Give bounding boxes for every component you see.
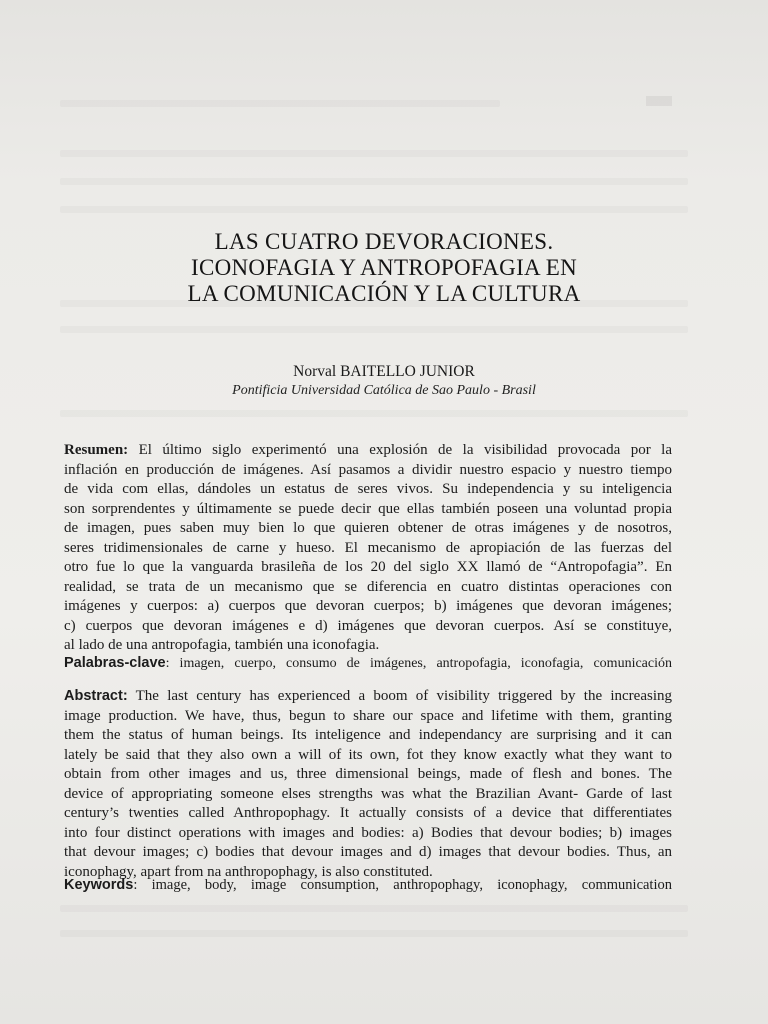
resumen-line: al lado de una antropofagia, también una iconofagia. (64, 637, 380, 653)
abstract-line: iconophagy, apart from na anthropophagy, is also constituted. (64, 863, 433, 880)
abstract-line: image production. We have, thus, begun to share our space and lifetime with them, granting (64, 707, 672, 724)
palabras-clave-section (64, 654, 672, 674)
bleed-through-page-number (646, 96, 672, 106)
bleed-through-line (60, 326, 688, 333)
resumen-line: inflación en producción de imágenes. Así pasamos a dividir nuestro espacio y nuestro tiempo (64, 461, 672, 478)
abstract-line: them the status of human beings. Its inteligence and independancy are surprising and it can (64, 727, 672, 743)
resumen-line: son sorprendentes y últimamente se puede decir que ellas también poseen una voluntad propia (64, 500, 672, 517)
abstract-line: century’s twenties called Anthropophagy. It actually consists of a device that differentiates (64, 805, 672, 821)
abstract-label: Abstract: (64, 688, 128, 704)
resumen-line: imágenes y cuerpos: a) cuerpos que devoran cuerpos; b) imágenes que devoran imágenes; (64, 598, 672, 614)
palabras-clave-label: Palabras-clave (64, 655, 166, 671)
abstract-section (64, 687, 672, 882)
bleed-through-line (60, 100, 500, 107)
article-title (0, 229, 768, 307)
keywords-label: Keywords (64, 877, 134, 893)
abstract-line: The last century has experienced a boom of visibility triggered by the increasing (127, 688, 672, 704)
bleed-through-line (60, 206, 688, 213)
resumen-line: realidad, se trata de un mecanismo que se diferencia en cuatro distintas operaciones con (64, 578, 672, 595)
title-line: LAS CUATRO DEVORACIONES. (214, 229, 554, 254)
resumen-section (64, 441, 672, 656)
author-affiliation: Pontificia Universidad Católica de Sao Paulo - Brasil (232, 383, 536, 398)
resumen-line: seres tridimensionales de carne y hueso. El mecanismo de apropiación de las fuerzas del (64, 539, 672, 556)
resumen-line: otro fue lo que la vanguarda brasileña de los 20 del siglo XX llamó de “Antropofagia”. En (64, 559, 672, 575)
bleed-through-line (60, 410, 688, 417)
keywords-section (64, 876, 672, 896)
bleed-through-line (60, 930, 688, 937)
author-name: Norval BAITELLO JUNIOR (293, 363, 475, 380)
abstract-line: device of appropriating someone elses strengths was what the Brazilian Avant- Garde of last (64, 785, 672, 802)
palabras-clave-text: : imagen, cuerpo, consumo de imágenes, antropofagia, iconofagia, comunicación (165, 656, 672, 671)
bleed-through-line (60, 150, 688, 157)
resumen-line: c) cuerpos que devoran imágenes e d) imágenes que devoran cuerpos. Así se constituye, (64, 617, 672, 634)
title-line: LA COMUNICACIÓN Y LA CULTURA (187, 281, 581, 306)
resumen-label: Resumen: (64, 442, 129, 458)
title-line: ICONOFAGIA Y ANTROPOFAGIA EN (190, 255, 577, 280)
resumen-line: de imagen, pues saben muy bien lo que quieren obtener de otras imágenes y de nosotros, (64, 520, 672, 536)
abstract-line: lately be said that they also own a will of its own, fot they know exactly what they want to (64, 746, 672, 763)
abstract-line: that devour images; c) bodies that devour images and d) images that devour bodies. Thus, an (64, 844, 672, 860)
abstract-line: obtain from other images and us, three dimensional beings, made of flesh and bones. The (64, 766, 672, 782)
bleed-through-line (60, 905, 688, 912)
bleed-through-line (60, 178, 688, 185)
resumen-line: de vida com ellas, dándoles un estatus de seres vivos. Su independencia y su inteligencia (64, 481, 672, 497)
abstract-line: into four distinct operations with images and bodies: a) Bodies that devour bodies; b) images (64, 824, 672, 841)
resumen-line: El último siglo experimentó una explosión de la visibilidad provocada por la (128, 442, 672, 458)
keywords-text: : image, body, image consumption, anthropophagy, iconophagy, communication (133, 877, 672, 893)
